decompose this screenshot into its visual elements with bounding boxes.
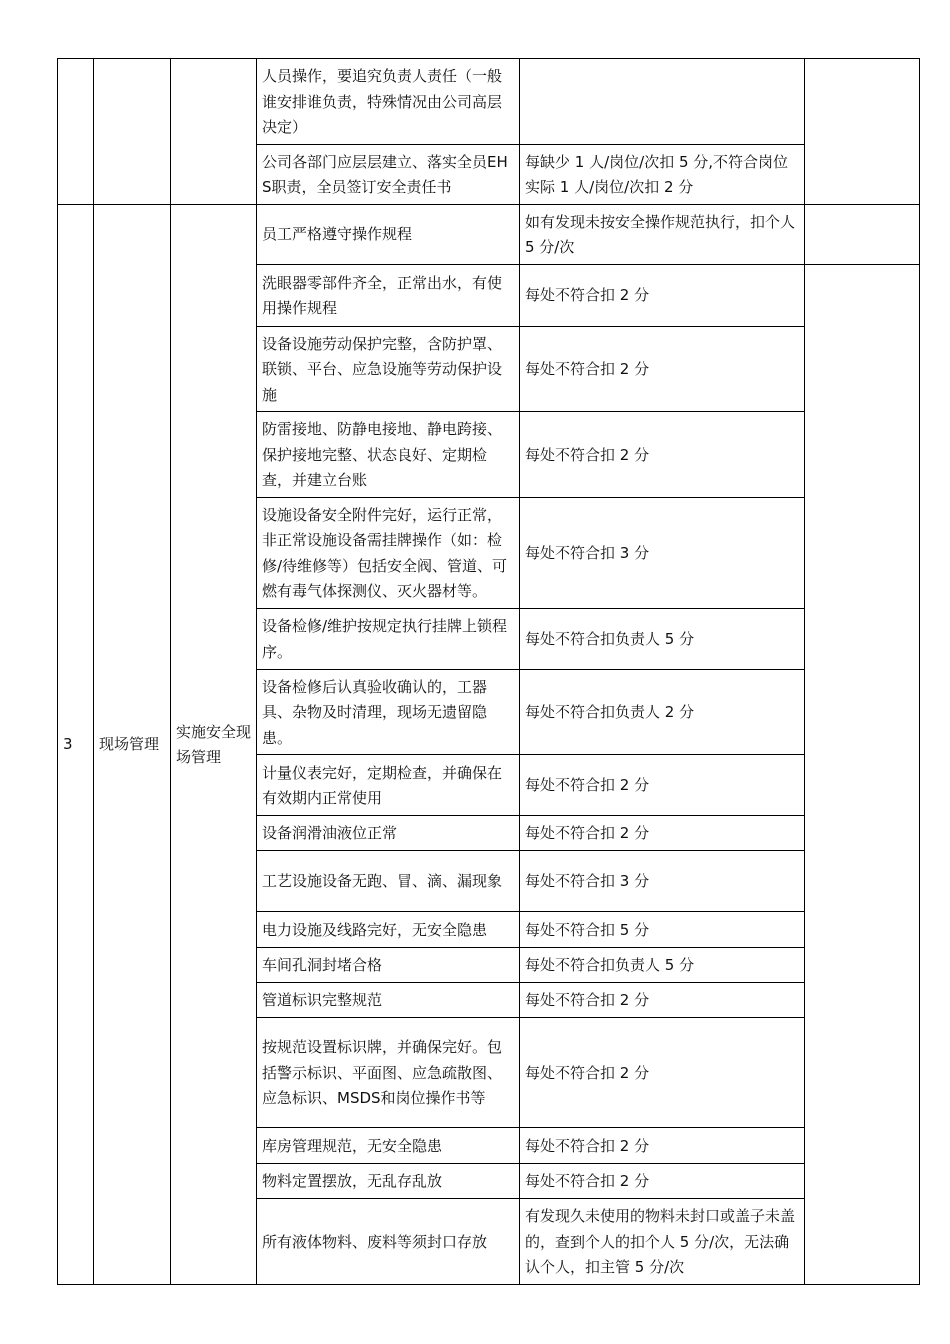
item-cell: 管道标识完整规范 (257, 983, 520, 1018)
item-cell: 按规范设置标识牌，并确保完好。包括警示标识、平面图、应急疏散图、应急标识、MSDS和岗位操作书等 (257, 1018, 520, 1128)
rule-cell: 每处不符合扣 2 分 (520, 1018, 805, 1128)
score-cell (805, 264, 920, 1284)
rule-cell: 每处不符合扣负责人 2 分 (520, 669, 805, 755)
item-cell: 洗眼器零部件齐全，正常出水，有使用操作规程 (257, 264, 520, 326)
rule-cell: 每处不符合扣 2 分 (520, 1128, 805, 1164)
number-cell (58, 59, 94, 205)
item-cell: 车间孔洞封堵合格 (257, 948, 520, 983)
item-cell: 人员操作，要追究负责人责任（一般谁安排谁负责，特殊情况由公司高层决定） (257, 59, 520, 145)
rule-cell: 每处不符合扣 2 分 (520, 412, 805, 498)
item-cell: 员工严格遵守操作规程 (257, 204, 520, 264)
item-cell: 计量仪表完好，定期检查，并确保在有效期内正常使用 (257, 755, 520, 816)
table-row (58, 204, 920, 264)
section-number: 3 (58, 204, 94, 1284)
category-cell (94, 59, 171, 205)
item-cell: 电力设施及线路完好，无安全隐患 (257, 912, 520, 948)
rule-cell (520, 59, 805, 145)
section-subcategory: 实施安全现场管理 (171, 204, 257, 1284)
rule-cell: 如有发现未按安全操作规范执行，扣个人 5 分/次 (520, 204, 805, 264)
safety-assessment-table (57, 58, 920, 1285)
item-cell: 设备润滑油液位正常 (257, 816, 520, 851)
rule-cell: 有发现久未使用的物料未封口或盖子未盖的，查到个人的扣个人 5 分/次，无法确认个人，扣主管 5 分/次 (520, 1199, 805, 1285)
table-row (58, 59, 920, 145)
item-cell: 库房管理规范，无安全隐患 (257, 1128, 520, 1164)
rule-cell: 每处不符合扣负责人 5 分 (520, 608, 805, 669)
rule-cell: 每处不符合扣 2 分 (520, 1164, 805, 1199)
item-cell: 所有液体物料、废料等须封口存放 (257, 1199, 520, 1285)
subcategory-cell (171, 59, 257, 205)
rule-cell: 每处不符合扣 2 分 (520, 264, 805, 326)
rule-cell: 每处不符合扣 2 分 (520, 326, 805, 412)
rule-cell: 每缺少 1 人/岗位/次扣 5 分,不符合岗位实际 1 人/岗位/次扣 2 分 (520, 144, 805, 204)
rule-cell: 每处不符合扣 2 分 (520, 816, 805, 851)
item-cell: 公司各部门应层层建立、落实全员EHS职责，全员签订安全责任书 (257, 144, 520, 204)
item-cell: 设施设备安全附件完好，运行正常，非正常设施设备需挂牌操作（如：检修/待维修等）包括安全阀、管道、可燃有毒气体探测仪、灭火器材等。 (257, 497, 520, 608)
rule-cell: 每处不符合扣 3 分 (520, 851, 805, 912)
item-cell: 防雷接地、防静电接地、静电跨接、保护接地完整、状态良好、定期检查，并建立台账 (257, 412, 520, 498)
item-cell: 设备设施劳动保护完整，含防护罩、联锁、平台、应急设施等劳动保护设施 (257, 326, 520, 412)
score-cell (805, 204, 920, 264)
item-cell: 工艺设施设备无跑、冒、滴、漏现象 (257, 851, 520, 912)
item-cell: 设备检修后认真验收确认的，工器具、杂物及时清理，现场无遗留隐患。 (257, 669, 520, 755)
item-cell: 物料定置摆放，无乱存乱放 (257, 1164, 520, 1199)
rule-cell: 每处不符合扣 2 分 (520, 755, 805, 816)
rule-cell: 每处不符合扣 3 分 (520, 497, 805, 608)
score-cell (805, 59, 920, 205)
section-category: 现场管理 (94, 204, 171, 1284)
item-cell: 设备检修/维护按规定执行挂牌上锁程序。 (257, 608, 520, 669)
rule-cell: 每处不符合扣 5 分 (520, 912, 805, 948)
rule-cell: 每处不符合扣 2 分 (520, 983, 805, 1018)
rule-cell: 每处不符合扣负责人 5 分 (520, 948, 805, 983)
